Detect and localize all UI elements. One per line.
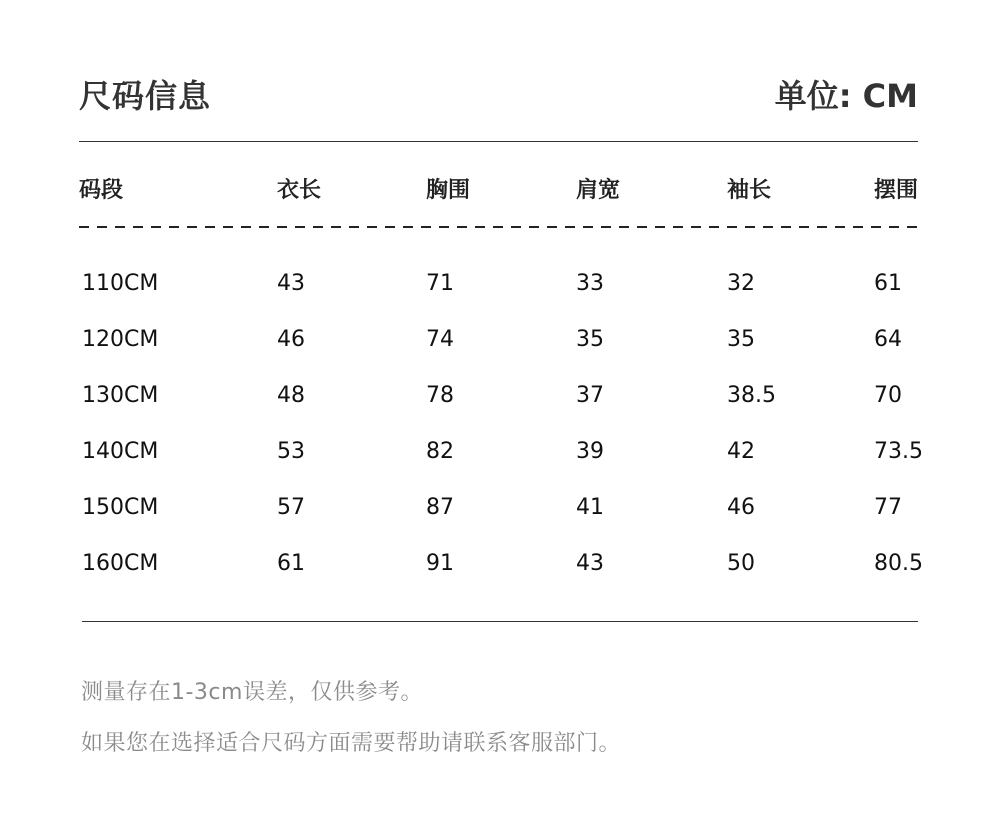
- cell-length: 57: [277, 495, 305, 520]
- column-header-chest: 胸围: [426, 178, 471, 203]
- bottom-divider: [82, 621, 918, 622]
- cell-size: 110CM: [82, 271, 159, 296]
- cell-size: 150CM: [82, 495, 159, 520]
- cell-length: 46: [277, 327, 305, 352]
- cell-chest: 82: [426, 439, 454, 464]
- cell-shoulder: 35: [576, 327, 604, 352]
- cell-hem: 70: [874, 383, 902, 408]
- cell-length: 61: [277, 551, 305, 576]
- cell-size: 140CM: [82, 439, 159, 464]
- cell-sleeve: 46: [727, 495, 755, 520]
- help-note: 如果您在选择适合尺码方面需要帮助请联系客服部门。: [81, 731, 622, 756]
- size-table: [79, 165, 924, 592]
- measurement-note: 测量存在1-3cm误差，仅供参考。: [81, 680, 423, 705]
- cell-sleeve: 38.5: [727, 383, 776, 408]
- table-spacer: [79, 217, 924, 256]
- cell-hem: 64: [874, 327, 902, 352]
- cell-size: 120CM: [82, 327, 159, 352]
- column-header-hem: 摆围: [874, 178, 919, 203]
- cell-hem: 61: [874, 271, 902, 296]
- cell-size: 130CM: [82, 383, 159, 408]
- cell-sleeve: 32: [727, 271, 755, 296]
- cell-sleeve: 35: [727, 327, 755, 352]
- cell-chest: 78: [426, 383, 454, 408]
- cell-chest: 71: [426, 271, 454, 296]
- unit-label: 单位: CM: [774, 77, 918, 115]
- cell-shoulder: 41: [576, 495, 604, 520]
- top-divider: [79, 141, 918, 142]
- cell-hem: 80.5: [874, 551, 923, 576]
- cell-sleeve: 50: [727, 551, 755, 576]
- cell-shoulder: 39: [576, 439, 604, 464]
- table-header-row: [79, 165, 924, 217]
- cell-shoulder: 37: [576, 383, 604, 408]
- table-row: [79, 480, 924, 536]
- table-row: [79, 256, 924, 312]
- cell-chest: 91: [426, 551, 454, 576]
- cell-shoulder: 43: [576, 551, 604, 576]
- cell-shoulder: 33: [576, 271, 604, 296]
- column-header-size: 码段: [79, 178, 124, 203]
- table-row: [79, 424, 924, 480]
- column-header-shoulder: 肩宽: [576, 178, 621, 203]
- column-header-length: 衣长: [277, 178, 322, 203]
- page-title: 尺码信息: [79, 77, 212, 115]
- cell-chest: 74: [426, 327, 454, 352]
- cell-hem: 77: [874, 495, 902, 520]
- cell-size: 160CM: [82, 551, 159, 576]
- cell-length: 43: [277, 271, 305, 296]
- table-row: [79, 536, 924, 592]
- cell-length: 53: [277, 439, 305, 464]
- table-row: [79, 368, 924, 424]
- table-row: [79, 312, 924, 368]
- column-header-sleeve: 袖长: [727, 178, 772, 203]
- cell-hem: 73.5: [874, 439, 923, 464]
- cell-chest: 87: [426, 495, 454, 520]
- cell-length: 48: [277, 383, 305, 408]
- cell-sleeve: 42: [727, 439, 755, 464]
